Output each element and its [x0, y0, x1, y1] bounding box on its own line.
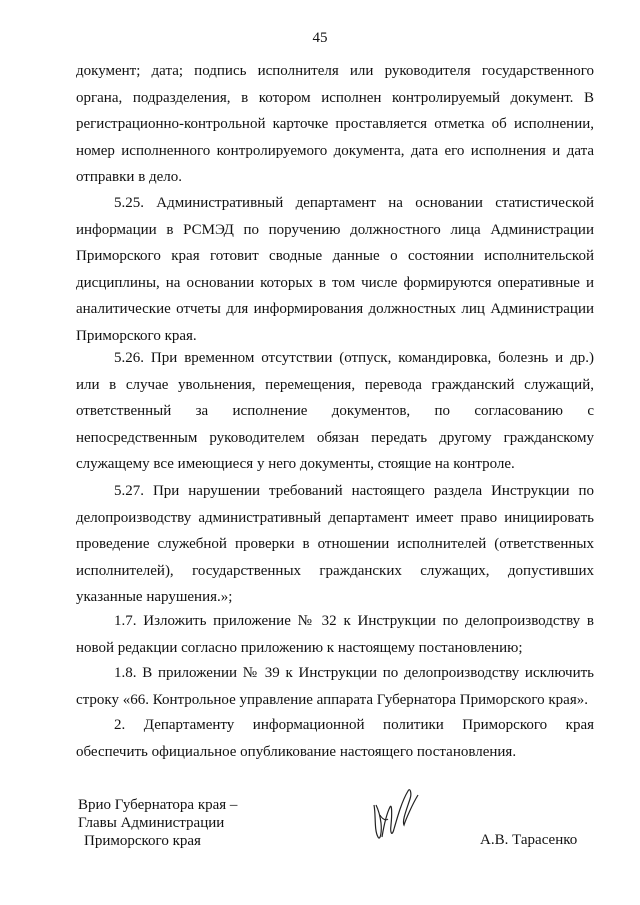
signature-title-block — [78, 796, 237, 850]
signer-name: А.В. Тарасенко — [480, 832, 578, 848]
paragraph-2: 2. Департаменту информационной политики Приморского края обеспечить официальное опубликование настоящего постановления. — [76, 717, 594, 760]
signature-title-line-3: Приморского края — [84, 833, 201, 849]
handwritten-signature — [362, 775, 442, 855]
paragraph-continuation: документ; дата; подпись исполнителя или руководителя государственного органа, подразделения, в котором исполнен контролируемый документ. В регистрационно-контрольной карточке проставляется отметка об исполнении, номер исполненного контролируемого документа, дата его исполнения и дата отправки в дело. — [76, 63, 594, 185]
paragraph-1-7: 1.7. Изложить приложение № 32 к Инструкции по делопроизводству в новой редакции согласно приложению к настоящему постановлению; — [76, 613, 594, 656]
paragraph-1-8: 1.8. В приложении № 39 к Инструкции по делопроизводству исключить строку «66. Контрольное управление аппарата Губернатора Приморского края». — [76, 665, 594, 708]
page-number: 45 — [312, 30, 328, 46]
paragraph-5-26: 5.26. При временном отсутствии (отпуск, командировка, болезнь и др.) или в случае увольнения, перемещения, перевода гражданский служащий, ответственный за исполнение документов, по согласованию с непосредственным руководителем обязан передать другому гражданскому служащему все имеющиеся у него документы, стоящие на контроле. — [76, 350, 594, 472]
signature-title-line-2: Главы Администрации — [78, 815, 225, 831]
signature-title-line-1: Врио Губернатора края – — [78, 797, 238, 813]
paragraph-5-27: 5.27. При нарушении требований настоящего раздела Инструкции по делопроизводству административный департамент имеет право инициировать проведение служебной проверки в отношении исполнителей (ответственных исполнителей), государственных гражданских служащих, допустивших указанные нарушения.»; — [76, 483, 594, 605]
paragraph-5-25: 5.25. Административный департамент на основании статистической информации в РСМЭД по поручению должностного лица Администрации Приморского края готовит сводные данные о состоянии исполнительской дисциплины, на основании которых в том числе формируются оперативные и аналитические отчеты для информирования должностных лиц Администрации Приморского края. — [76, 195, 594, 344]
